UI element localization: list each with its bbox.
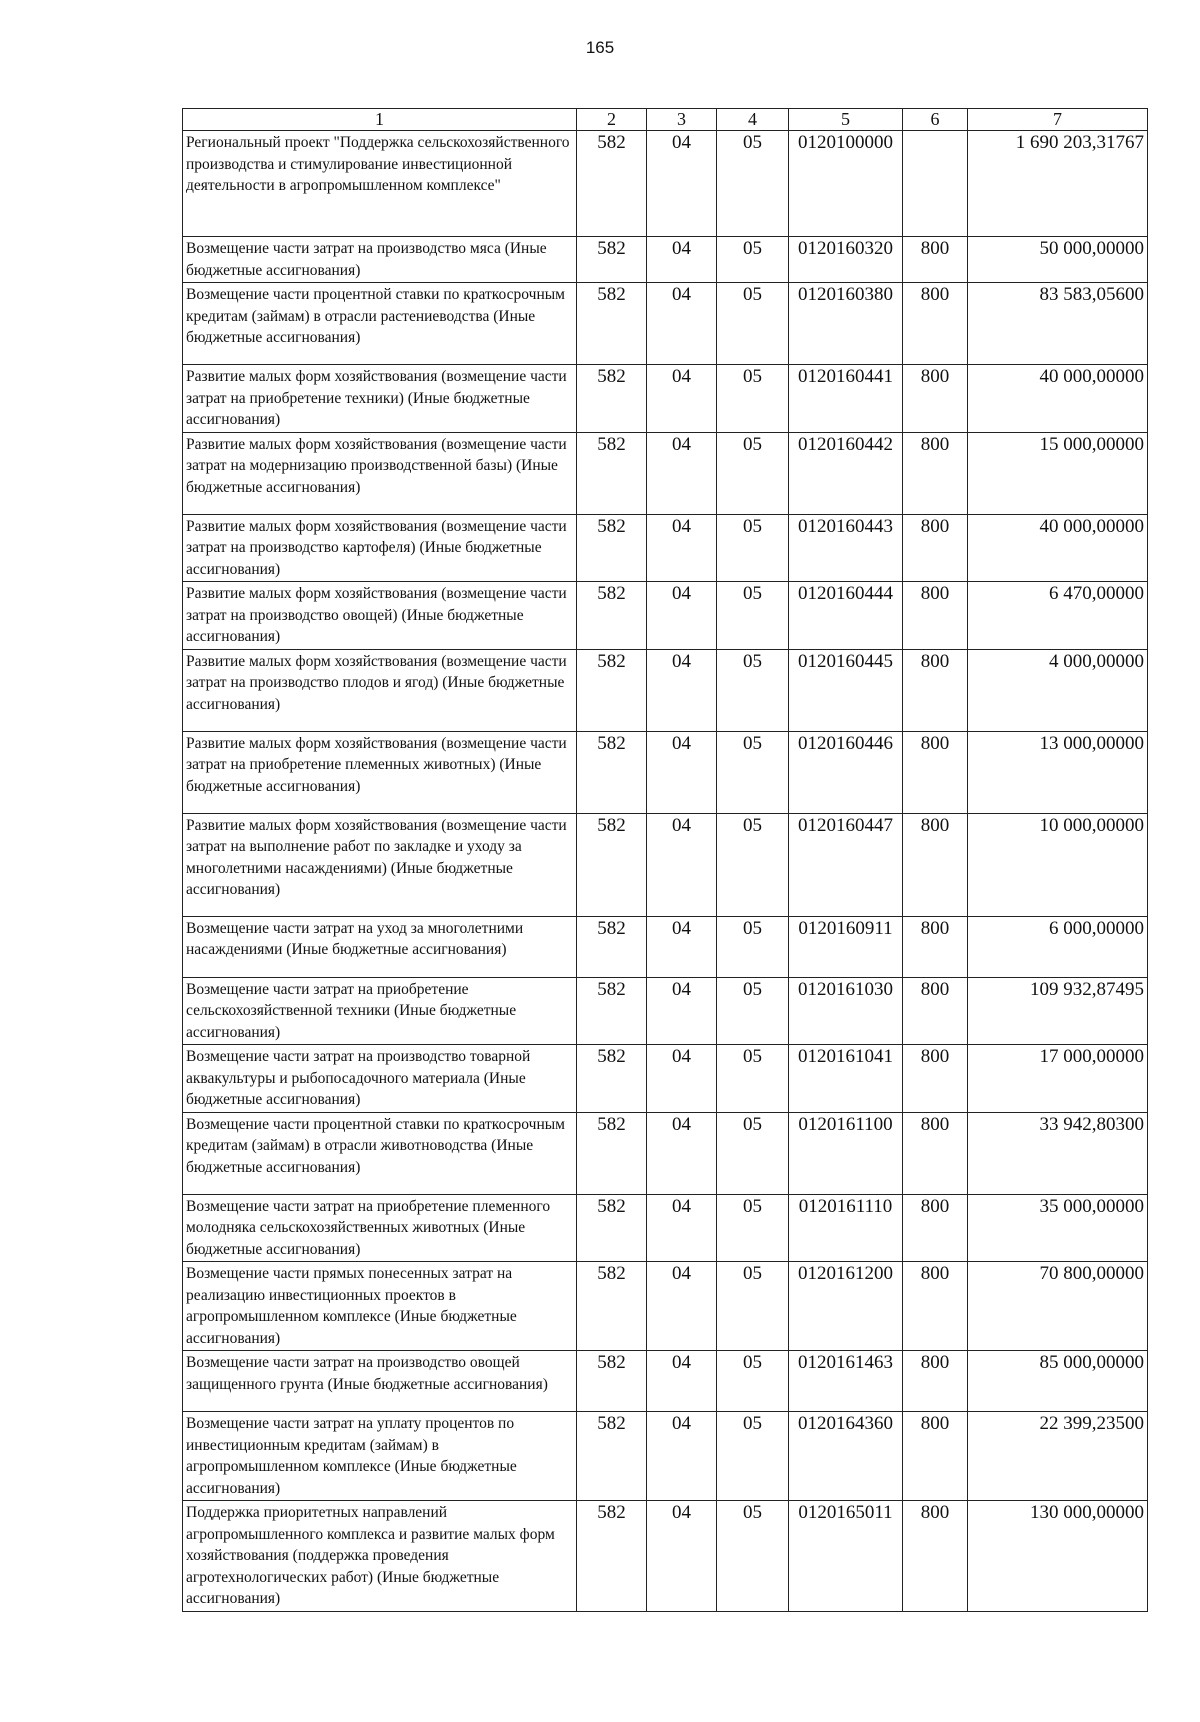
row-ved: 582 — [577, 1045, 647, 1113]
row-rz: 04 — [647, 1045, 717, 1113]
row-csr: 0120160320 — [789, 237, 903, 283]
row-rz: 04 — [647, 582, 717, 650]
row-csr: 0120161100 — [789, 1112, 903, 1194]
row-csr: 0120160445 — [789, 649, 903, 731]
row-sum: 35 000,00000 — [968, 1194, 1148, 1262]
row-ved: 582 — [577, 283, 647, 365]
column-header: 3 — [647, 109, 717, 131]
row-pr: 05 — [717, 283, 789, 365]
table-row — [183, 1194, 1148, 1262]
row-pr: 05 — [717, 649, 789, 731]
row-ved: 582 — [577, 731, 647, 813]
row-name: Развитие малых форм хозяйствования (возмещение части затрат на приобретение техники) (Иные бюджетные ассигнования) — [183, 365, 577, 433]
table-row — [183, 514, 1148, 582]
row-ved: 582 — [577, 1351, 647, 1412]
row-pr: 05 — [717, 131, 789, 237]
row-ved: 582 — [577, 432, 647, 514]
row-sum: 17 000,00000 — [968, 1045, 1148, 1113]
row-rz: 04 — [647, 237, 717, 283]
table-header-row — [183, 109, 1148, 131]
table-row — [183, 1045, 1148, 1113]
row-pr: 05 — [717, 1262, 789, 1351]
row-ved: 582 — [577, 1412, 647, 1501]
row-pr: 05 — [717, 1351, 789, 1412]
table-row — [183, 731, 1148, 813]
row-csr: 0120160380 — [789, 283, 903, 365]
row-pr: 05 — [717, 977, 789, 1045]
table-row — [183, 131, 1148, 237]
row-vr: 800 — [903, 582, 968, 650]
page-number: 165 — [585, 38, 615, 57]
row-name: Возмещение части затрат на приобретение сельскохозяйственной техники (Иные бюджетные ассигнования) — [183, 977, 577, 1045]
row-pr: 05 — [717, 582, 789, 650]
row-ved: 582 — [577, 582, 647, 650]
row-ved: 582 — [577, 813, 647, 916]
row-name: Развитие малых форм хозяйствования (возмещение части затрат на производство плодов и ягод) (Иные бюджетные ассигнования) — [183, 649, 577, 731]
row-sum: 83 583,05600 — [968, 283, 1148, 365]
row-sum: 22 399,23500 — [968, 1412, 1148, 1501]
column-header: 1 — [183, 109, 577, 131]
table-row — [183, 1412, 1148, 1501]
row-csr: 0120160442 — [789, 432, 903, 514]
row-ved: 582 — [577, 237, 647, 283]
row-pr: 05 — [717, 1194, 789, 1262]
row-sum: 1 690 203,31767 — [968, 131, 1148, 237]
row-sum: 6 470,00000 — [968, 582, 1148, 650]
row-sum: 10 000,00000 — [968, 813, 1148, 916]
row-sum: 109 932,87495 — [968, 977, 1148, 1045]
row-name: Развитие малых форм хозяйствования (возмещение части затрат на производство картофеля) (Иные бюджетные ассигнования) — [183, 514, 577, 582]
table-row — [183, 365, 1148, 433]
row-sum: 6 000,00000 — [968, 916, 1148, 977]
row-csr: 0120164360 — [789, 1412, 903, 1501]
row-rz: 04 — [647, 514, 717, 582]
row-ved: 582 — [577, 1112, 647, 1194]
row-name: Возмещение части процентной ставки по краткосрочным кредитам (займам) в отрасли животноводства (Иные бюджетные ассигнования) — [183, 1112, 577, 1194]
table-row — [183, 1501, 1148, 1612]
row-rz: 04 — [647, 649, 717, 731]
row-csr: 0120161200 — [789, 1262, 903, 1351]
row-vr: 800 — [903, 1501, 968, 1612]
row-rz: 04 — [647, 916, 717, 977]
row-csr: 0120160443 — [789, 514, 903, 582]
table-row — [183, 916, 1148, 977]
row-pr: 05 — [717, 813, 789, 916]
row-name: Возмещение части затрат на уплату процентов по инвестиционным кредитам (займам) в агропромышленном комплексе (Иные бюджетные ассигнования) — [183, 1412, 577, 1501]
row-sum: 15 000,00000 — [968, 432, 1148, 514]
row-vr: 800 — [903, 1045, 968, 1113]
row-name: Возмещение части затрат на производство товарной аквакультуры и рыбопосадочного материала (Иные бюджетные ассигнования) — [183, 1045, 577, 1113]
table-row — [183, 1262, 1148, 1351]
row-vr: 800 — [903, 813, 968, 916]
row-rz: 04 — [647, 1194, 717, 1262]
row-ved: 582 — [577, 365, 647, 433]
row-rz: 04 — [647, 731, 717, 813]
table-row — [183, 813, 1148, 916]
row-pr: 05 — [717, 1112, 789, 1194]
row-name: Возмещение части процентной ставки по краткосрочным кредитам (займам) в отрасли растениеводства (Иные бюджетные ассигнования) — [183, 283, 577, 365]
row-vr: 800 — [903, 1262, 968, 1351]
table-row — [183, 977, 1148, 1045]
row-rz: 04 — [647, 813, 717, 916]
row-vr: 800 — [903, 916, 968, 977]
column-header: 4 — [717, 109, 789, 131]
table-row — [183, 432, 1148, 514]
row-csr: 0120160911 — [789, 916, 903, 977]
row-csr: 0120165011 — [789, 1501, 903, 1612]
row-pr: 05 — [717, 1045, 789, 1113]
row-csr: 0120161030 — [789, 977, 903, 1045]
table-row — [183, 1112, 1148, 1194]
table-body — [183, 131, 1148, 1612]
row-ved: 582 — [577, 131, 647, 237]
row-vr: 800 — [903, 1194, 968, 1262]
row-ved: 582 — [577, 514, 647, 582]
column-header: 5 — [789, 109, 903, 131]
row-vr: 800 — [903, 977, 968, 1045]
row-sum: 33 942,80300 — [968, 1112, 1148, 1194]
column-header: 6 — [903, 109, 968, 131]
row-rz: 04 — [647, 1351, 717, 1412]
column-header: 7 — [968, 109, 1148, 131]
row-csr: 0120161110 — [789, 1194, 903, 1262]
row-csr: 0120160447 — [789, 813, 903, 916]
row-csr: 0120160446 — [789, 731, 903, 813]
row-sum: 4 000,00000 — [968, 649, 1148, 731]
row-csr: 0120161041 — [789, 1045, 903, 1113]
row-sum: 40 000,00000 — [968, 514, 1148, 582]
row-rz: 04 — [647, 1112, 717, 1194]
row-sum: 50 000,00000 — [968, 237, 1148, 283]
row-name: Развитие малых форм хозяйствования (возмещение части затрат на модернизацию производственной базы) (Иные бюджетные ассигнования) — [183, 432, 577, 514]
row-ved: 582 — [577, 649, 647, 731]
row-ved: 582 — [577, 1501, 647, 1612]
row-vr: 800 — [903, 514, 968, 582]
row-pr: 05 — [717, 365, 789, 433]
row-ved: 582 — [577, 1262, 647, 1351]
row-sum: 85 000,00000 — [968, 1351, 1148, 1412]
row-name: Развитие малых форм хозяйствования (возмещение части затрат на выполнение работ по закладке и уходу за многолетними насаждениями) (Иные бюджетные ассигнования) — [183, 813, 577, 916]
row-name: Развитие малых форм хозяйствования (возмещение части затрат на приобретение племенных животных) (Иные бюджетные ассигнования) — [183, 731, 577, 813]
row-pr: 05 — [717, 1501, 789, 1612]
row-vr: 800 — [903, 649, 968, 731]
row-ved: 582 — [577, 1194, 647, 1262]
column-header: 2 — [577, 109, 647, 131]
row-vr — [903, 131, 968, 237]
row-rz: 04 — [647, 365, 717, 433]
table-row — [183, 649, 1148, 731]
row-vr: 800 — [903, 432, 968, 514]
row-pr: 05 — [717, 916, 789, 977]
row-name: Возмещение части затрат на уход за многолетними насаждениями (Иные бюджетные ассигнования) — [183, 916, 577, 977]
row-name: Возмещение части прямых понесенных затрат на реализацию инвестиционных проектов в агропромышленном комплексе (Иные бюджетные ассигнования) — [183, 1262, 577, 1351]
row-ved: 582 — [577, 916, 647, 977]
row-name: Возмещение части затрат на приобретение племенного молодняка сельскохозяйственных животных (Иные бюджетные ассигнования) — [183, 1194, 577, 1262]
row-csr: 0120100000 — [789, 131, 903, 237]
row-pr: 05 — [717, 237, 789, 283]
row-pr: 05 — [717, 1412, 789, 1501]
row-pr: 05 — [717, 731, 789, 813]
table-row — [183, 283, 1148, 365]
row-sum: 13 000,00000 — [968, 731, 1148, 813]
row-vr: 800 — [903, 1351, 968, 1412]
row-rz: 04 — [647, 1501, 717, 1612]
row-rz: 04 — [647, 1412, 717, 1501]
row-pr: 05 — [717, 432, 789, 514]
row-name: Возмещение части затрат на производство овощей защищенного грунта (Иные бюджетные ассигнования) — [183, 1351, 577, 1412]
row-sum: 70 800,00000 — [968, 1262, 1148, 1351]
row-sum: 40 000,00000 — [968, 365, 1148, 433]
row-vr: 800 — [903, 237, 968, 283]
row-name: Региональный проект "Поддержка сельскохозяйственного производства и стимулирование инвестиционной деятельности в агропромышленном комплексе" — [183, 131, 577, 237]
table-row — [183, 237, 1148, 283]
row-pr: 05 — [717, 514, 789, 582]
row-vr: 800 — [903, 283, 968, 365]
row-rz: 04 — [647, 283, 717, 365]
row-rz: 04 — [647, 1262, 717, 1351]
row-sum: 130 000,00000 — [968, 1501, 1148, 1612]
row-csr: 0120160444 — [789, 582, 903, 650]
row-vr: 800 — [903, 1412, 968, 1501]
row-name: Поддержка приоритетных направлений агропромышленного комплекса и развитие малых форм хозяйствования (поддержка проведения агротехнологических работ) (Иные бюджетные ассигнования) — [183, 1501, 577, 1612]
table-row — [183, 582, 1148, 650]
row-csr: 0120160441 — [789, 365, 903, 433]
row-rz: 04 — [647, 432, 717, 514]
row-name: Развитие малых форм хозяйствования (возмещение части затрат на производство овощей) (Иные бюджетные ассигнования) — [183, 582, 577, 650]
row-ved: 582 — [577, 977, 647, 1045]
row-vr: 800 — [903, 1112, 968, 1194]
row-vr: 800 — [903, 731, 968, 813]
row-csr: 0120161463 — [789, 1351, 903, 1412]
row-name: Возмещение части затрат на производство мяса (Иные бюджетные ассигнования) — [183, 237, 577, 283]
table-row — [183, 1351, 1148, 1412]
budget-table — [182, 108, 1148, 1612]
row-vr: 800 — [903, 365, 968, 433]
row-rz: 04 — [647, 131, 717, 237]
row-rz: 04 — [647, 977, 717, 1045]
